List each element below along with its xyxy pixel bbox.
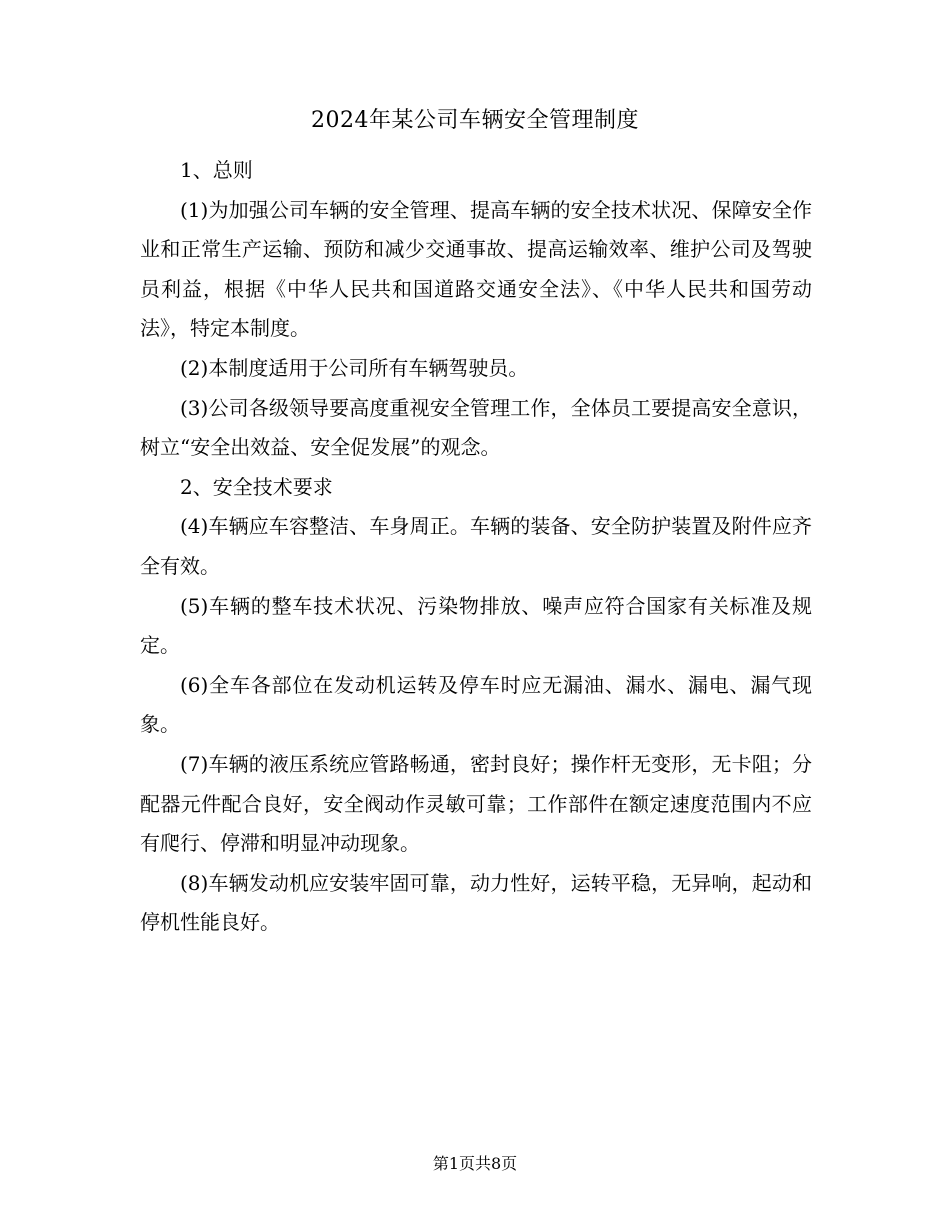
paragraph-4: (4)车辆应车容整洁、车身周正。车辆的装备、安全防护装置及附件应齐全有效。 — [140, 514, 812, 578]
section-heading-technical: 2、安全技术要求 — [180, 474, 333, 499]
paragraph-7: (7)车辆的液压系统应管路畅通，密封良好；操作杆无变形，无卡阻；分配器元件配合良好，安全阀动作灵敏可靠；工作部件在额定速度范围内不应有爬行、停滞和明显冲动现象。 — [140, 751, 812, 856]
section-heading-general: 1、总则 — [180, 158, 253, 182]
paragraph-5: (5)车辆的整车技术状况、污染物排放、噪声应符合国家有关标准及规定。 — [140, 593, 812, 658]
paragraph-2: (2)本制度适用于公司所有车辆驾驶员。 — [180, 355, 529, 380]
page-number-footer: 第1页共8页 — [432, 1154, 518, 1173]
paragraph-8: (8)车辆发动机应安装牢固可靠，动力性好，运转平稳，无异响，起动和停机性能良好。 — [140, 870, 812, 935]
paragraph-6: (6)全车各部位在发动机运转及停车时应无漏油、漏水、漏电、漏气现象。 — [140, 672, 812, 737]
paragraph-3: (3)公司各级领导要高度重视安全管理工作，全体员工要提高安全意识，树立“安全出效益、安全促发展”的观念。 — [140, 395, 812, 460]
document-body — [140, 151, 812, 943]
paragraph-1: (1)为加强公司车辆的安全管理、提高车辆的安全技术状况、保障安全作业和正常生产运输、预防和减少交通事故、提高运输效率、维护公司及驾驶员利益，根据《中华人民共和国道路交通安全法》、《中华人民共和国劳动法》，特定本制度。 — [140, 197, 812, 341]
document-title: 2024年某公司车辆安全管理制度 — [311, 108, 639, 133]
